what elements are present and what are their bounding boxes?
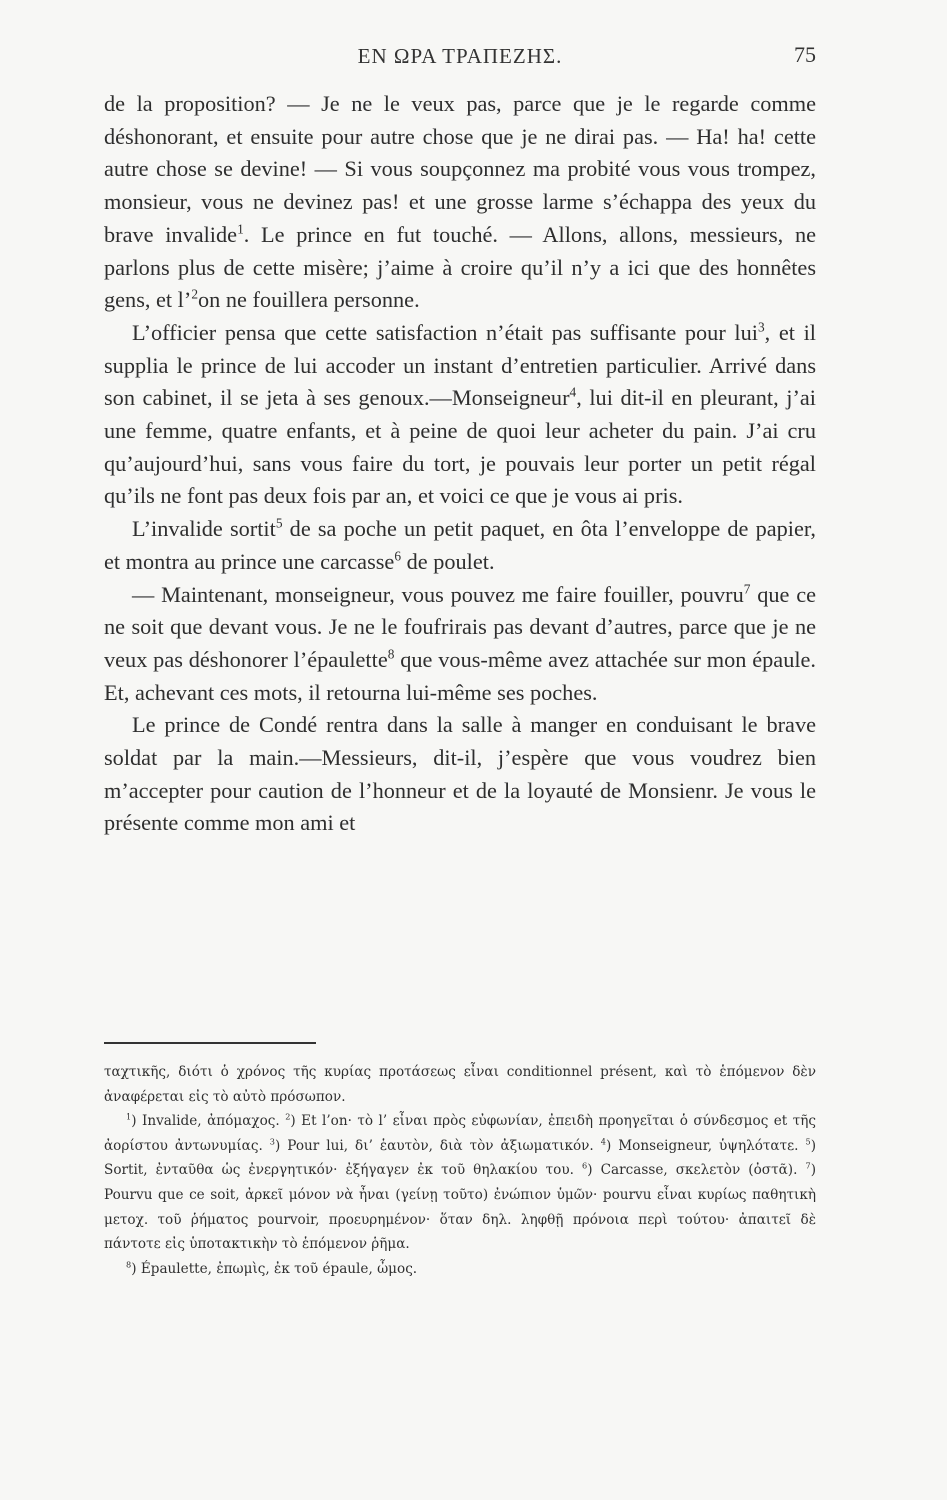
footnote-ref-6: 6 xyxy=(394,548,402,564)
footnote-num-2: 2 xyxy=(285,1111,291,1122)
footnote-num-4: 4 xyxy=(600,1136,606,1147)
footnote-group-2 xyxy=(104,1257,816,1282)
footnote-3: ) Pour lui, δι’ ἑαυτὸν, διὰ τὸν ἀξιωματικόν. xyxy=(274,1137,601,1154)
text-run: de poulet. xyxy=(401,548,495,574)
footnote-ref-4: 4 xyxy=(569,384,577,400)
text-run: de la proposition? — Je ne le veux pas, parce que je le regarde comme déshonorant, et ensuite pour autre chose que je ne dirai pas. — Ha! ha! cette autre chose se devine! — Si vous soupçonnez ma probité vous vous trompez, monsieur, vous ne devinez pas! et une grosse larme s’échappa des yeux du brave invalide xyxy=(104,91,816,247)
text-run: de sa poche un petit paquet, en ôta l’enveloppe de papier, et montra au prince une carcasse xyxy=(104,516,817,574)
footnote-ref-3: 3 xyxy=(757,319,765,335)
footnote-num-1: 1 xyxy=(126,1111,132,1122)
footnote-ref-7: 7 xyxy=(743,581,751,597)
text-run: — Maintenant, monseigneur, vous pouvez me faire fouiller, pouvru xyxy=(132,581,744,607)
main-text xyxy=(104,88,816,840)
text-run: L’officier pensa que cette satisfaction n’était pas suffisante pour lui xyxy=(132,319,758,345)
text-run: , lui dit-il en pleurant, j’ai une femme, quatre enfants, et à peine de quoi leur acheter du pain. J’ai cru qu’aujourd’hui, sans vous faire du tort, je pouvais leur porter un petit régal qu’ils ne font pas deux fois par an, et voici ce que je vous ai pris. xyxy=(104,385,816,509)
footnote-ref-5: 5 xyxy=(275,515,283,531)
text-run: . Le prince en fut touché. — Allons, allons, messieurs, ne parlons plus de cette misère; j’aime à croire qu’il n’y a ici que des honnêtes gens, et l’ xyxy=(104,221,816,313)
footnote-ref-2: 2 xyxy=(191,286,198,302)
footnote-5: ) Sortit, ἐνταῦθα ὡς ἐνεργητικόν· ἐξήγαγεν ἐκ τοῦ θηλακίου του. xyxy=(104,1137,817,1179)
text-run: que ce ne soit que devant vous. Je ne le foufrirais pas devant d’autres, parce que je ne veux pas déshonorer l’épaulette xyxy=(104,581,816,672)
paragraph-3 xyxy=(104,513,816,578)
text-run: , et il supplia le prince de lui accoder un instant d’entretien particulier. Arrivé dans son cabinet, il se jeta à ses genoux.—Monseigneur xyxy=(104,319,816,411)
paragraph-1 xyxy=(104,88,816,317)
footnote-num-5: 5 xyxy=(805,1136,811,1147)
footnote-divider xyxy=(104,1042,316,1044)
footnotes xyxy=(104,1060,816,1281)
footnote-num-3: 3 xyxy=(269,1136,275,1147)
footnotes-group-1 xyxy=(104,1109,816,1257)
footnote-4: ) Monseigneur, ὑψηλότατε. xyxy=(605,1137,806,1154)
footnote-8: ) Épaulette, ἐπωμὶς, ἐκ τοῦ épaule, ὦμος. xyxy=(131,1260,418,1277)
paragraph-4 xyxy=(104,579,816,710)
page-number: 75 xyxy=(794,42,816,67)
footnote-1: ) Invalide, ἀπόμαχος. xyxy=(131,1113,286,1130)
footnote-num-8: 8 xyxy=(126,1259,132,1270)
paragraph-2 xyxy=(104,317,816,513)
paragraph-5: Le prince de Condé rentra dans la salle à manger en conduisant le brave soldat par la main.—Messieurs, dit-il, j’espère que vous voudrez bien m’accepter pour caution de l’honneur et de la loyauté de Monsienr. Je vous le présente comme mon ami et xyxy=(104,712,816,836)
footnote-7: ) Pourvu que ce soit, ἀρκεῖ μόνον νὰ ἦναι (γείνῃ τοῦτο) ἐνώπιον ὑμῶν· pourvu εἶναι κυρίως παθητικὴ μετοχ. τοῦ ῥήματος pourvoir, προευρημένον· ὅταν δηλ. ληφθῇ πρόνοια περὶ τούτου· ἀπαιτεῖ δὲ πάντοτε εἰς ὑποτακτικὴν τὸ ἑπόμενον ῥῆμα. xyxy=(104,1162,816,1253)
text-run: que vous-même avez attachée sur mon épaule. Et, achevant ces mots, il retourna lui-même ses poches. xyxy=(104,646,817,705)
text-run: on ne fouillera personne. xyxy=(198,287,420,313)
page-header xyxy=(104,40,816,80)
footnote-6: ) Carcasse, σκελετὸν (ὀστᾶ). xyxy=(587,1162,806,1179)
footnote-ref-8: 8 xyxy=(387,646,395,662)
footnote-ref-1: 1 xyxy=(237,221,244,237)
text-run: L’invalide sortit xyxy=(132,516,276,542)
footnote-num-6: 6 xyxy=(582,1160,588,1171)
running-title: ΕΝ ΩΡΑ ΤΡΑΠΕΖΗΣ. xyxy=(357,44,563,68)
footnote-num-7: 7 xyxy=(805,1160,811,1171)
footnote-continuation: ταχτικῆς, διότι ὁ χρόνος τῆς κυρίας προτάσεως εἶναι conditionnel présent, καὶ τὸ ἑπόμενον δὲν ἀναφέρεται εἰς τὸ αὐτὸ πρόσωπον. xyxy=(104,1064,816,1105)
footnote-2: ) Et l’on· τὸ l’ εἶναι πρὸς εὐφωνίαν, ἐπειδὴ προηγεῖται ὁ σύνδεσμος et τῆς ἀορίστου ἀντωνυμίας. xyxy=(104,1113,816,1154)
